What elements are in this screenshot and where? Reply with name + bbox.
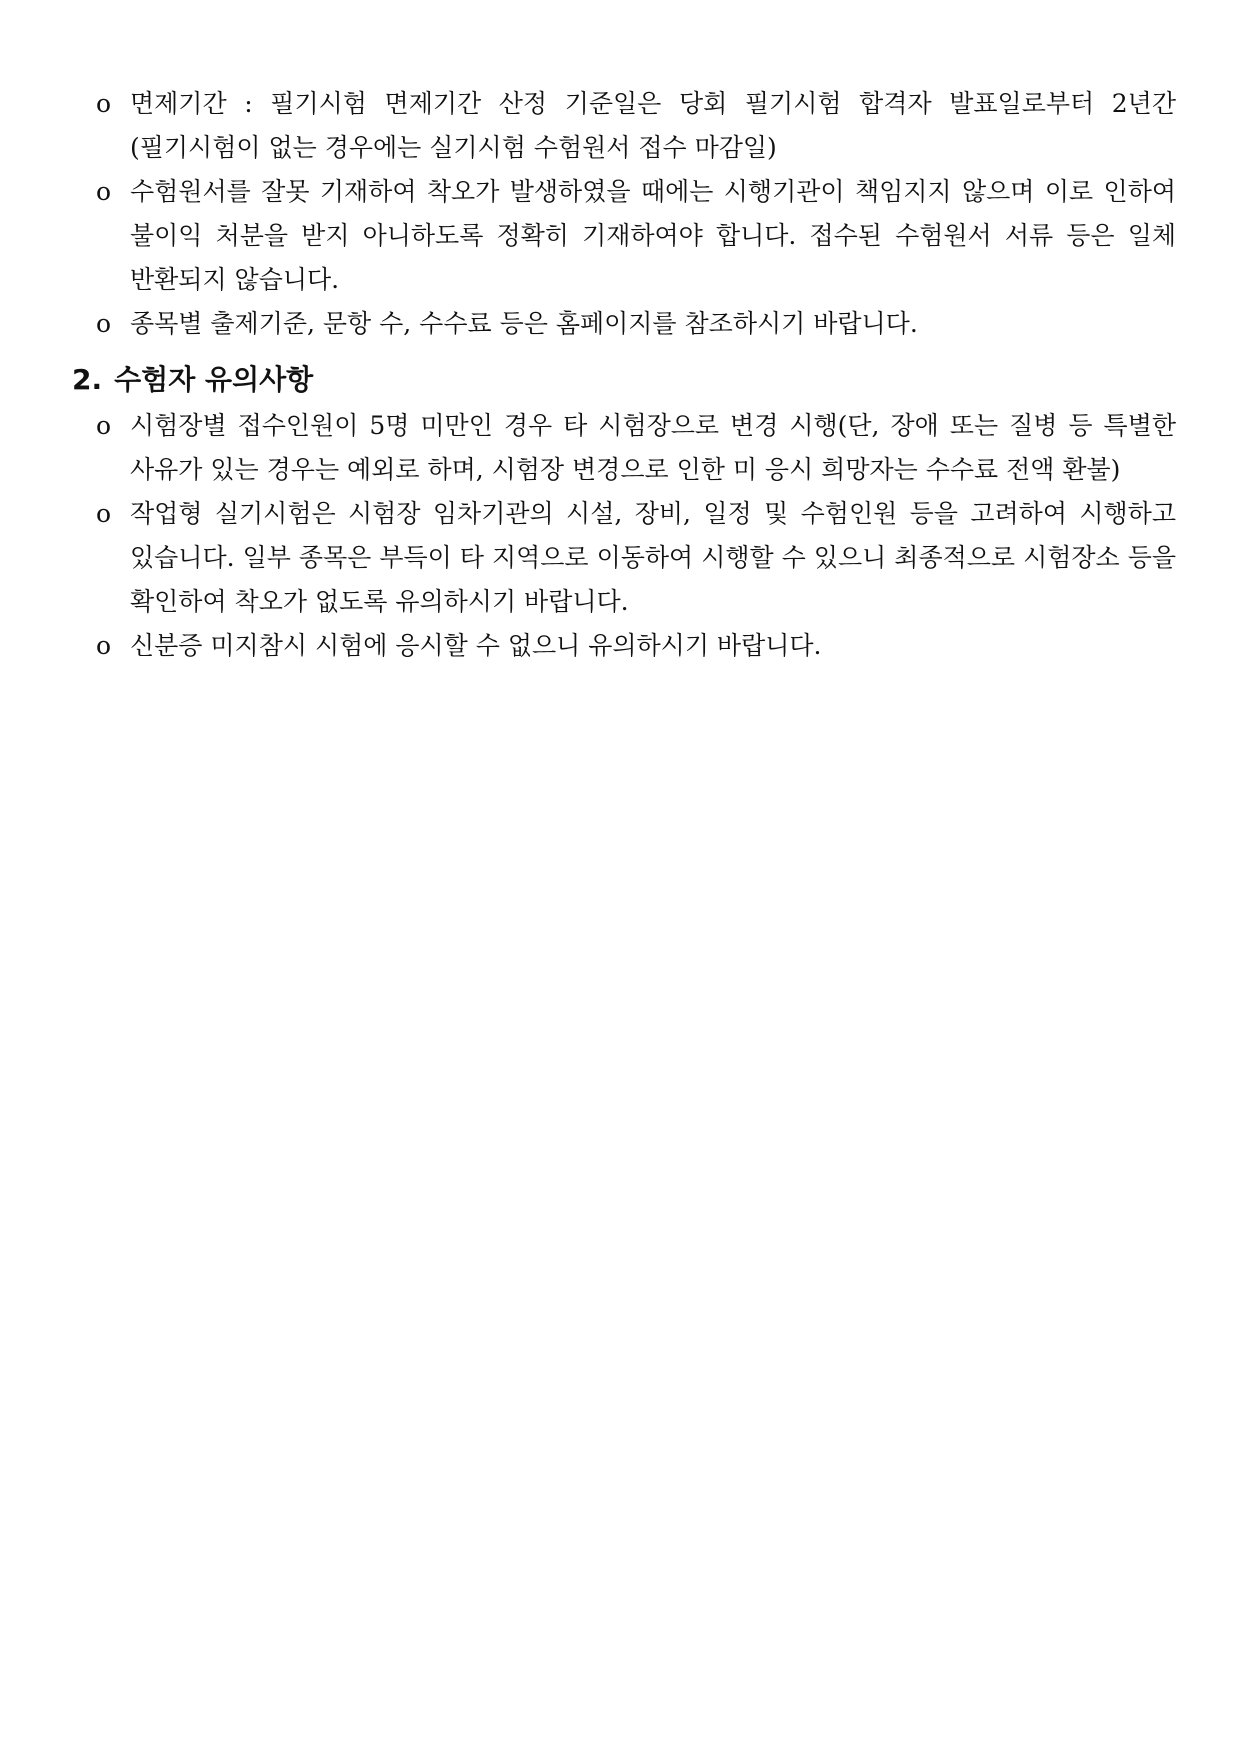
list-item-text: 수험원서를 잘못 기재하여 착오가 발생하였을 때에는 시행기관이 책임지지 않으며 이로 인하여 불이익 처분을 받지 아니하도록 정확히 기재하여야 합니다. 접수된 수험원서 서류 등은 일체 반환되지 않습니다. (130, 177, 1176, 294)
list-item (96, 624, 1176, 668)
bullet-marker: o (96, 89, 112, 118)
list-item (96, 82, 1176, 170)
list-item-text: 작업형 실기시험은 시험장 임차기관의 시설, 장비, 일정 및 수험인원 등을 고려하여 시행하고 있습니다. 일부 종목은 부득이 타 지역으로 이동하여 시행할 수 있으니 최종적으로 시험장소 등을 확인하여 착오가 없도록 유의하시기 바랍니다. (130, 499, 1176, 616)
bullet-marker: o (96, 177, 112, 206)
section-title: 수험자 유의사항 (114, 363, 314, 396)
list-item-text: 시험장별 접수인원이 5명 미만인 경우 타 시험장으로 변경 시행(단, 장애 또는 질병 등 특별한 사유가 있는 경우는 예외로 하며, 시험장 변경으로 인한 미 응시 희망자는 수수료 전액 환불) (130, 411, 1176, 484)
list-item (96, 170, 1176, 302)
list-item (96, 492, 1176, 624)
list-item-text: 신분증 미지참시 시험에 응시할 수 없으니 유의하시기 바랍니다. (130, 631, 822, 660)
section-examinee-notes (72, 360, 1176, 668)
bullet-marker: o (96, 309, 112, 338)
section-heading (72, 360, 1176, 400)
list-item (96, 302, 1176, 346)
bullet-marker: o (96, 499, 112, 528)
bullet-marker: o (96, 631, 112, 660)
notice-list-top (96, 82, 1176, 346)
list-item (96, 404, 1176, 492)
list-item-text: 종목별 출제기준, 문항 수, 수수료 등은 홈페이지를 참조하시기 바랍니다. (130, 309, 918, 338)
list-item-text: 면제기간 : 필기시험 면제기간 산정 기준일은 당회 필기시험 합격자 발표일로부터 2년간 (필기시험이 없는 경우에는 실기시험 수험원서 접수 마감일) (130, 89, 1176, 162)
section-number: 2. (72, 363, 103, 396)
bullet-marker: o (96, 411, 112, 440)
